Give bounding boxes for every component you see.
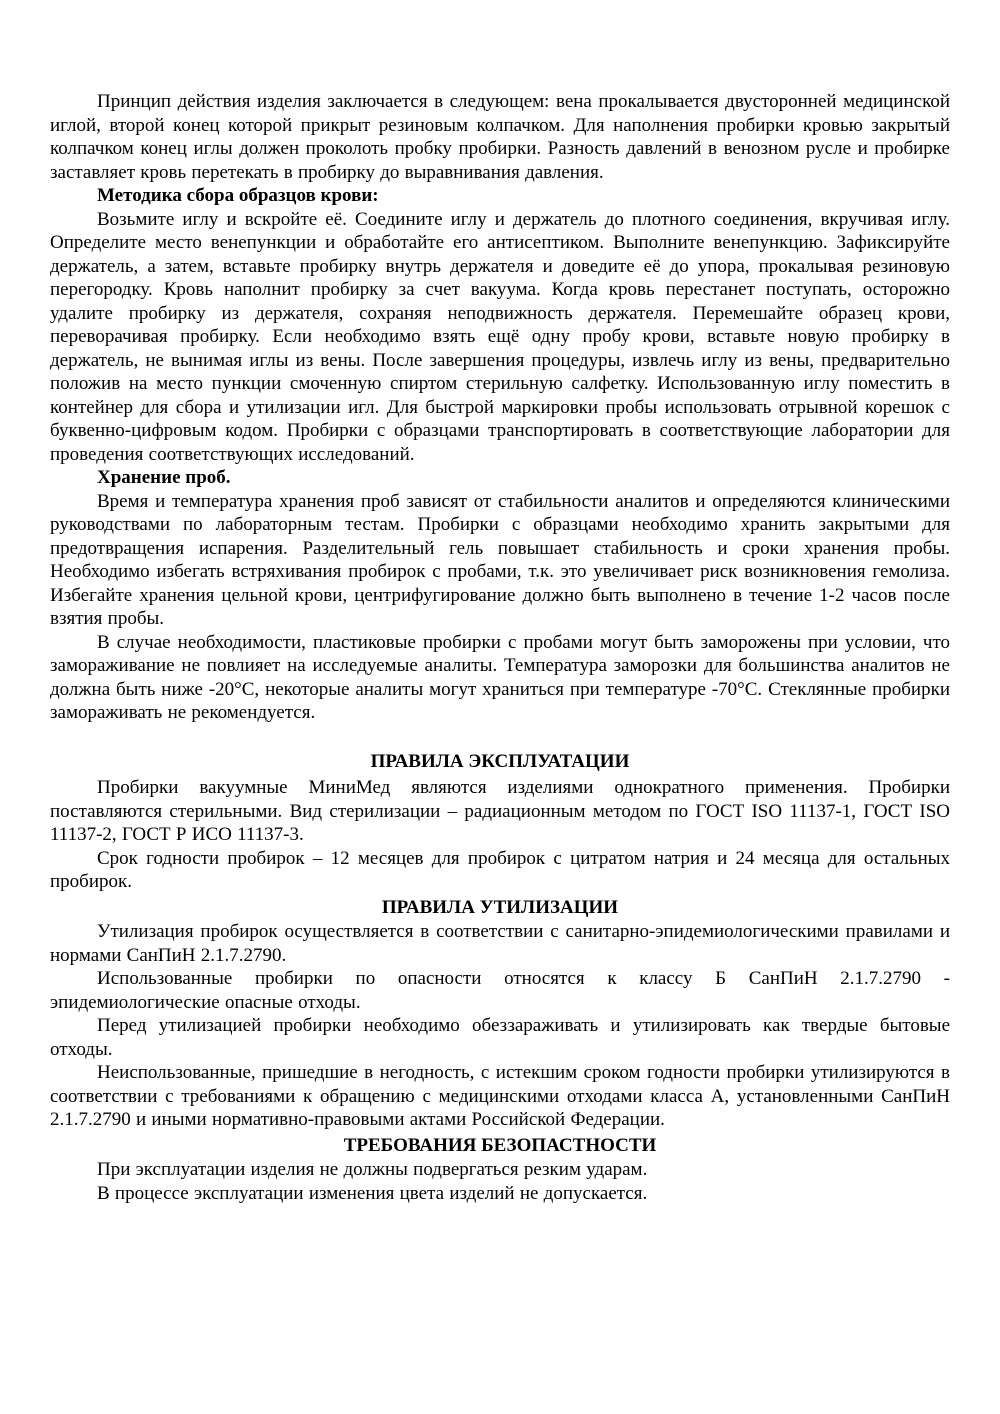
paragraph-sampling-procedure: Возьмите иглу и вскройте её. Соедините иглу и держатель до плотного соединения, вкручивая иглу. Определите место венепункции и обработайте его антисептиком. Выполните венепункцию. Зафиксируйте держатель, а затем, вставьте пробирку внутрь держателя и доведите её до упора, прокалывая резиновую перегородку. Кровь наполнит пробирку за счет вакуума. Когда кровь перестанет поступать, осторожно удалите пробирку из держателя, сохраняя неподвижность держателя. Перемешайте образец крови, переворачивая пробирку. Если необходимо взять ещё одну пробу крови, вставьте новую пробирку в держатель, не вынимая иглы из вены. После завершения процедуры, извлечь иглу из вены, предварительно положив на место пункции смоченную спиртом стерильную салфетку. Использованную иглу поместить в контейнер для сбора и утилизации игл. Для быстрой маркировки пробы использовать отрывной корешок с буквенно-цифровым кодом. Пробирки с образцами транспортировать в соответствующие лаборатории для проведения соответствующих исследований.	[50, 208, 950, 465]
paragraph-storage-conditions: Время и температура хранения проб зависят от стабильности аналитов и определяются клиническими руководствами по лабораторным тестам. Пробирки с образцами необходимо хранить закрытыми для предотвращения испарения. Разделительный гель повышает стабильность и сроки хранения пробы. Необходимо избегать встряхивания пробирок с пробами, т.к. это увеличивает риск возникновения гемолиза. Избегайте хранения цельной крови, центрифугирование должно быть выполнено в течение 1-2 часов после взятия пробы.	[50, 490, 950, 629]
paragraph-no-color-change: В процессе эксплуатации изменения цвета изделий не допускается.	[97, 1182, 648, 1204]
paragraph-single-use-sterilization: Пробирки вакуумные МиниМед являются изделиями однократного применения. Пробирки поставляются стерильными. Вид стерилизации – радиационным методом по ГОСТ ISO 11137-1, ГОСТ ISO 11137-2, ГОСТ Р ИСО 11137-3.	[50, 777, 950, 845]
heading-disposal-rules: ПРАВИЛА УТИЛИЗАЦИИ	[381, 896, 619, 918]
heading-safety-requirements: ТРЕБОВАНИЯ БЕЗОПАСТНОСТИ	[343, 1134, 657, 1156]
paragraph-operating-principle: Принцип действия изделия заключается в следующем: вена прокалывается двусторонней медицинской иглой, второй конец которой прикрыт резиновым колпачком. Для наполнения пробирки кровью закрытый колпачком конец иглы должен проколоть пробку пробирки. Разность давлений в венозном русле и пробирке заставляет кровь перетекать в пробирку до выравнивания давления.	[50, 91, 950, 183]
heading-operation-rules: ПРАВИЛА ЭКСПЛУАТАЦИИ	[370, 750, 630, 772]
paragraph-freezing-conditions: В случае необходимости, пластиковые пробирки с пробами могут быть заморожены при условии, что замораживание не повлияет на исследуемые аналиты. Температура заморозки для большинства аналитов не должна быть ниже -20°С, некоторые аналиты могут храниться при температуре -70°С. Стеклянные пробирки замораживать не рекомендуется.	[50, 631, 950, 723]
paragraph-no-sharp-impacts: При эксплуатации изделия не должны подвергаться резким ударам.	[97, 1159, 648, 1180]
paragraph-used-tubes-class-b: Использованные пробирки по опасности относятся к классу Б СанПиН 2.1.7.2790 - эпидемиологические опасные отходы.	[50, 968, 950, 1013]
heading-blood-sampling-method: Методика сбора образцов крови:	[97, 185, 379, 206]
paragraph-disposal-sanpin: Утилизация пробирок осуществляется в соответствии с санитарно-эпидемиологическими правилами и нормами СанПиН 2.1.7.2790.	[50, 921, 950, 966]
heading-sample-storage: Хранение проб.	[97, 467, 231, 488]
paragraph-disinfection-before-disposal: Перед утилизацией пробирки необходимо обеззараживать и утилизировать как твердые бытовые отходы.	[50, 1015, 950, 1060]
paragraph-shelf-life: Срок годности пробирок – 12 месяцев для пробирок с цитратом натрия и 24 месяца для остальных пробирок.	[50, 847, 950, 892]
paragraph-unused-tubes-class-a: Неиспользованные, пришедшие в негодность, с истекшим сроком годности пробирки утилизируются в соответствии с требованиями к обращению с медицинскими отходами класса А, установленными СанПиН 2.1.7.2790 и иными нормативно-правовыми актами Российской Федерации.	[50, 1062, 950, 1130]
